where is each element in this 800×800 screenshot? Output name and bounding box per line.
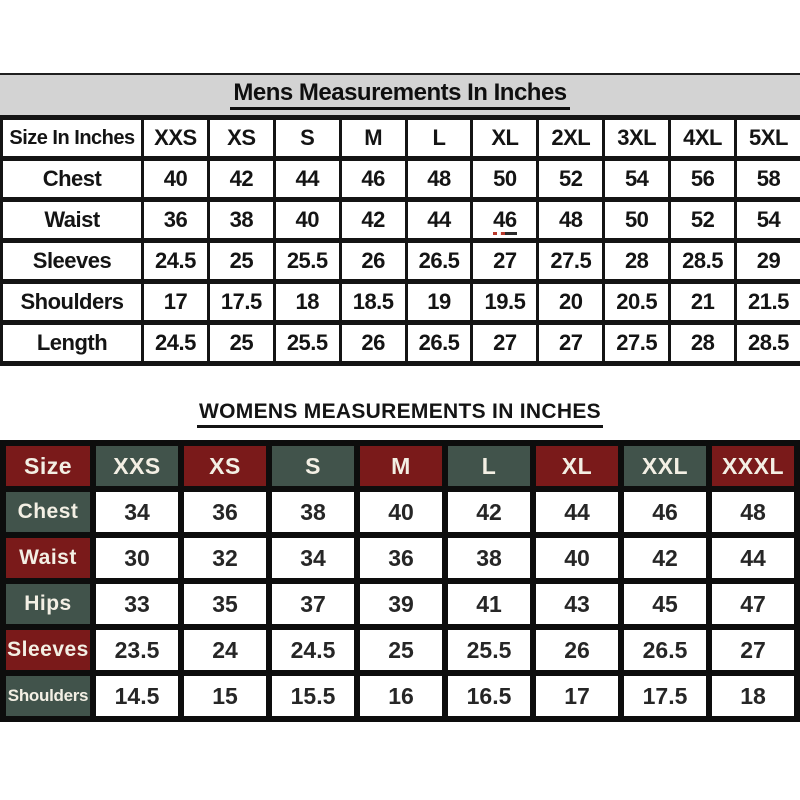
womens-value-cell: 44 (536, 492, 618, 532)
womens-value-cell: 14.5 (96, 676, 178, 716)
womens-value-cell: 37 (272, 584, 354, 624)
mens-value-cell: 19.5 (472, 282, 538, 323)
mens-value-cell: 58 (736, 159, 800, 200)
womens-value-cell: 34 (272, 538, 354, 578)
mens-value-cell: 56 (670, 159, 736, 200)
mens-value-cell: 28.5 (670, 241, 736, 282)
mens-header-row (2, 118, 800, 159)
mens-row-label: Length (2, 323, 143, 364)
mens-row-label: Sleeves (2, 241, 143, 282)
mens-value-cell: 28 (670, 323, 736, 364)
mens-value-cell: 50 (472, 159, 538, 200)
mens-size-header: 4XL (670, 118, 736, 159)
mens-value-cell: 25 (208, 323, 274, 364)
mens-value-cell: 25.5 (274, 323, 340, 364)
mens-size-header: L (406, 118, 472, 159)
mens-row-label: Waist (2, 200, 143, 241)
mens-value-cell: 24.5 (143, 241, 209, 282)
womens-size-header: XL (536, 446, 618, 486)
womens-size-column-label: Size (6, 446, 90, 486)
womens-value-cell: 16 (360, 676, 442, 716)
womens-row-label: Shoulders (6, 676, 90, 716)
womens-value-cell: 39 (360, 584, 442, 624)
mens-value-cell: 48 (538, 200, 604, 241)
mens-value-cell: 38 (208, 200, 274, 241)
womens-row-label: Chest (6, 492, 90, 532)
womens-value-cell: 24 (184, 630, 266, 670)
mens-value-cell: 27 (472, 241, 538, 282)
womens-value-cell: 36 (184, 492, 266, 532)
mens-value-cell: 52 (538, 159, 604, 200)
mens-value-cell: 26 (340, 241, 406, 282)
mens-value-cell: 42 (208, 159, 274, 200)
mens-size-header: XS (208, 118, 274, 159)
womens-table-row (6, 538, 794, 578)
womens-value-cell: 27 (712, 630, 794, 670)
womens-value-cell: 33 (96, 584, 178, 624)
underlined-digit: 6 (505, 207, 517, 235)
womens-value-cell: 46 (624, 492, 706, 532)
womens-value-cell: 45 (624, 584, 706, 624)
mens-value-cell: 28.5 (736, 323, 800, 364)
womens-size-header: M (360, 446, 442, 486)
womens-value-cell: 47 (712, 584, 794, 624)
mens-value-cell: 20.5 (604, 282, 670, 323)
womens-value-cell: 42 (448, 492, 530, 532)
womens-size-header: XS (184, 446, 266, 486)
womens-value-cell: 40 (536, 538, 618, 578)
womens-value-cell: 23.5 (96, 630, 178, 670)
womens-table-header (6, 446, 794, 486)
womens-value-cell: 24.5 (272, 630, 354, 670)
womens-value-cell: 26.5 (624, 630, 706, 670)
womens-value-cell: 40 (360, 492, 442, 532)
mens-value-cell: 19 (406, 282, 472, 323)
womens-size-header: L (448, 446, 530, 486)
mens-size-header: XL (472, 118, 538, 159)
mens-value-cell: 52 (670, 200, 736, 241)
mens-value-cell: 17.5 (208, 282, 274, 323)
womens-value-cell: 26 (536, 630, 618, 670)
womens-value-cell: 18 (712, 676, 794, 716)
mens-table-row (2, 241, 800, 282)
womens-value-cell: 41 (448, 584, 530, 624)
mens-size-header: S (274, 118, 340, 159)
mens-size-header: XXS (143, 118, 209, 159)
womens-row-label: Hips (6, 584, 90, 624)
mens-value-cell: 27.5 (604, 323, 670, 364)
mens-value-cell: 40 (143, 159, 209, 200)
womens-size-table (0, 440, 800, 722)
mens-size-header: 2XL (538, 118, 604, 159)
mens-table-row (2, 323, 800, 364)
mens-value-cell: 26.5 (406, 241, 472, 282)
mens-value-cell: 25 (208, 241, 274, 282)
mens-size-header: 3XL (604, 118, 670, 159)
mens-value-cell: 29 (736, 241, 800, 282)
womens-value-cell: 15.5 (272, 676, 354, 716)
womens-title-wrap (0, 400, 800, 428)
womens-size-header: XXL (624, 446, 706, 486)
womens-header-row (6, 446, 794, 486)
womens-size-header: XXXL (712, 446, 794, 486)
mens-value-cell: 36 (143, 200, 209, 241)
mens-value-cell: 26 (340, 323, 406, 364)
womens-value-cell: 38 (448, 538, 530, 578)
mens-value-cell: 18 (274, 282, 340, 323)
womens-value-cell: 32 (184, 538, 266, 578)
mens-value-cell: 44 (406, 200, 472, 241)
womens-value-cell: 16.5 (448, 676, 530, 716)
mens-row-label: Chest (2, 159, 143, 200)
womens-row-label: Waist (6, 538, 90, 578)
womens-table-row (6, 492, 794, 532)
mens-title-band (0, 73, 800, 115)
mens-value-cell: 18.5 (340, 282, 406, 323)
mens-value-cell-annotated (472, 200, 538, 241)
mens-table-row (2, 200, 800, 241)
mens-value-cell: 28 (604, 241, 670, 282)
mens-size-header: M (340, 118, 406, 159)
womens-value-cell: 34 (96, 492, 178, 532)
womens-value-cell: 35 (184, 584, 266, 624)
mens-value-cell: 27 (538, 323, 604, 364)
womens-value-cell: 44 (712, 538, 794, 578)
womens-table-row (6, 630, 794, 670)
mens-value-cell: 42 (340, 200, 406, 241)
mens-value-cell: 46 (340, 159, 406, 200)
womens-value-cell: 38 (272, 492, 354, 532)
mens-size-column-label: Size In Inches (2, 118, 143, 159)
womens-value-cell: 36 (360, 538, 442, 578)
mens-size-table (0, 115, 800, 366)
mens-value-cell: 25.5 (274, 241, 340, 282)
womens-value-cell: 43 (536, 584, 618, 624)
mens-value-cell: 27.5 (538, 241, 604, 282)
womens-value-cell: 30 (96, 538, 178, 578)
mens-value-cell: 44 (274, 159, 340, 200)
annotated-digit: 4 (493, 207, 505, 235)
womens-value-cell: 17.5 (624, 676, 706, 716)
womens-value-cell: 25.5 (448, 630, 530, 670)
mens-table-header (2, 118, 800, 159)
mens-table-title: Mens Measurements In Inches (230, 80, 569, 109)
mens-value-cell: 50 (604, 200, 670, 241)
mens-value-cell: 48 (406, 159, 472, 200)
womens-value-cell: 25 (360, 630, 442, 670)
mens-table-body (2, 159, 800, 364)
mens-value-cell: 17 (143, 282, 209, 323)
womens-value-cell: 17 (536, 676, 618, 716)
mens-row-label: Shoulders (2, 282, 143, 323)
womens-row-label: Sleeves (6, 630, 90, 670)
womens-table-row (6, 584, 794, 624)
womens-value-cell: 15 (184, 676, 266, 716)
mens-value-cell: 21 (670, 282, 736, 323)
womens-size-header: S (272, 446, 354, 486)
womens-value-cell: 48 (712, 492, 794, 532)
mens-value-cell: 21.5 (736, 282, 800, 323)
mens-table-row (2, 159, 800, 200)
womens-table-title: WOMENS MEASUREMENTS IN INCHES (197, 400, 603, 428)
mens-value-cell: 26.5 (406, 323, 472, 364)
mens-value-cell: 54 (604, 159, 670, 200)
womens-size-header: XXS (96, 446, 178, 486)
womens-table-body (6, 492, 794, 716)
mens-table-row (2, 282, 800, 323)
womens-table-row (6, 676, 794, 716)
mens-value-cell: 20 (538, 282, 604, 323)
mens-value-cell: 54 (736, 200, 800, 241)
mens-value-cell: 24.5 (143, 323, 209, 364)
mens-size-header: 5XL (736, 118, 800, 159)
mens-value-cell: 27 (472, 323, 538, 364)
mens-value-cell: 40 (274, 200, 340, 241)
womens-value-cell: 42 (624, 538, 706, 578)
